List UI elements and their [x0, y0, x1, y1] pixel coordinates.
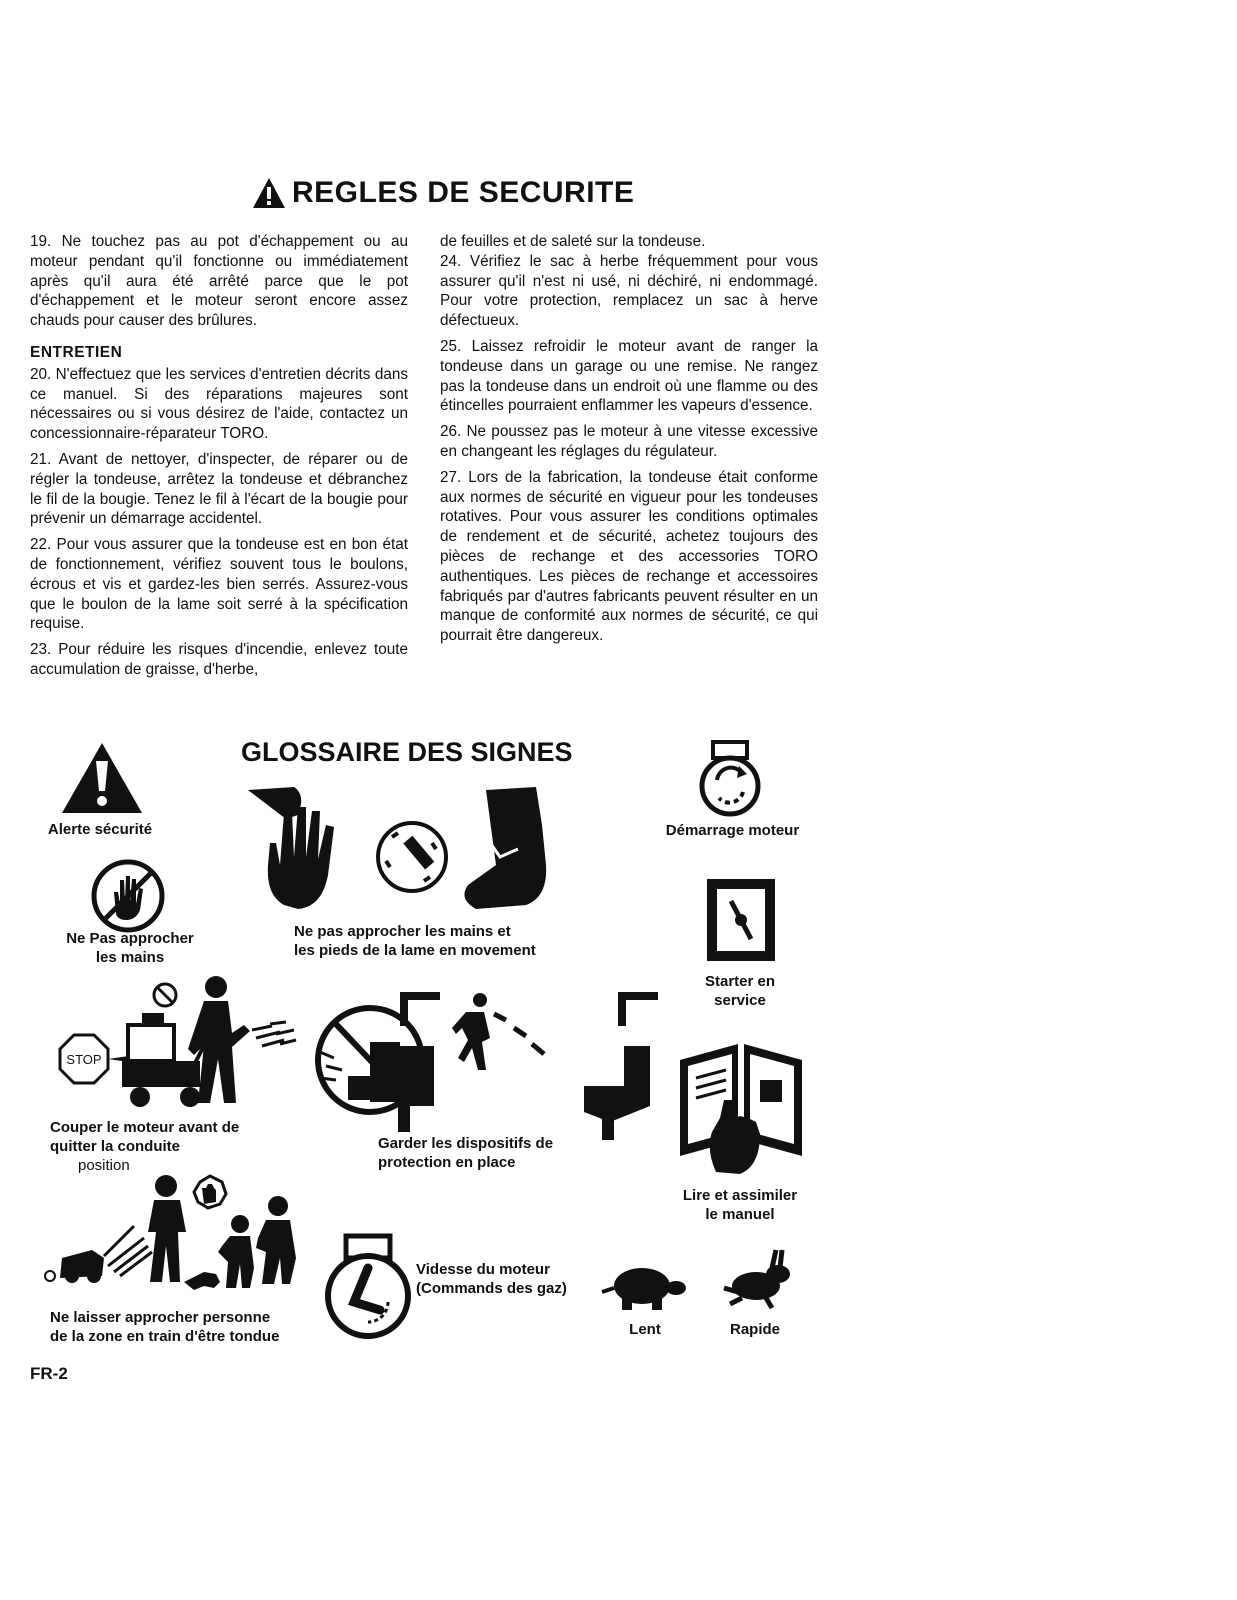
caption-couper-line2: quitter la conduite [50, 1138, 181, 1155]
no-hands-icon [90, 858, 166, 934]
rabbit-icon [720, 1248, 800, 1312]
page-number: FR-2 [30, 1364, 68, 1383]
rule-26: 26. Ne poussez pas le moteur à une vitesse excessive en changeant les réglages du régulateur. [440, 423, 818, 460]
caption-laisser-line2: de la zone en train d'être tondue [50, 1328, 280, 1345]
caption-couper [50, 1118, 280, 1175]
caption-starter-line2: service [714, 992, 766, 1009]
engine-start-icon [695, 740, 765, 818]
guards-in-place-icon [250, 982, 670, 1142]
page-title [252, 176, 634, 210]
section-heading-entretien: ENTRETIEN [30, 343, 123, 361]
stop-sign-label: STOP [66, 1052, 102, 1067]
caption-mains [45, 929, 215, 967]
keep-away-icon [44, 1172, 302, 1310]
caption-mains-line2: les mains [95, 949, 165, 966]
hands-feet-blade-icon [246, 785, 586, 920]
rule-24: 24. Vérifiez le sac à herbe fréquemment pour vous assurer qu'il n'est ni usé, ni déchiré, ni endommagé. Pour votre protection, remplacez un sac à herve défectueux. [440, 252, 818, 330]
caption-lame-line2: les pieds de la lame en movement [294, 942, 536, 959]
caption-starter [680, 972, 800, 1010]
caption-couper-line1: Couper le moteur avant de [50, 1119, 240, 1136]
caption-starter-line1: Starter en [704, 973, 776, 990]
caption-vitesse-line1: Videsse du moteur [416, 1261, 550, 1278]
caption-lent: Lent [629, 1321, 661, 1338]
caption-laisser [50, 1308, 330, 1346]
caption-vitesse-line2: (Commands des gaz) [416, 1280, 567, 1297]
rule-25: 25. Laissez refroidir le moteur avant de ranger la tondeuse dans un garage ou une remise. Ne rangez pas la tondeuse dans un endroit où une flamme ou des étincelles pourraient enflammer les vapeurs d'essence. [440, 337, 818, 415]
rule-20: 20. N'effectuez que les services d'entretien décrits dans ce manuel. Si des réparations majeures sont nécessaires ou si vous désirez de l'aide, contactez un concessionnaire-réparateur TORO. [30, 365, 408, 443]
caption-laisser-line1: Ne laisser approcher personne [50, 1309, 271, 1326]
rule-23-continued: de feuilles et de saleté sur la tondeuse. [440, 233, 706, 250]
rule-19: 19. Ne touchez pas au pot d'échappement ou au moteur pendant qu'il fonctionne ou immédiatement après qu'il aura été arrêté parce que le pot d'échappement et le moteur seront encore assez chauds pour causer des brûlures. [30, 233, 408, 330]
text-column-left [30, 232, 408, 686]
glossary-title: GLOSSAIRE DES SIGNES [241, 737, 573, 767]
caption-demarrage: Démarrage moteur [665, 822, 800, 839]
title-text: REGLES DE SECURITE [292, 176, 635, 209]
caption-lire-line2: le manuel [705, 1206, 775, 1223]
rule-22: 22. Pour vous assurer que la tondeuse est en bon état de fonctionnement, vérifiez souvent tous le boulons, écrous et vis et gardez-les bien serrés. Assurez-vous que le boulon de la lame soit serré à la spécification requise. [30, 536, 408, 633]
safety-alert-icon [60, 741, 144, 815]
caption-alerte: Alerte sécurité [47, 821, 153, 838]
text-column-right [440, 232, 818, 652]
read-manual-icon [676, 1040, 806, 1178]
caption-garder-line2: protection en place [378, 1154, 516, 1171]
caption-lire [665, 1186, 815, 1224]
caption-lame [294, 922, 594, 960]
caption-garder-line1: Garder les dispositifs de [378, 1135, 554, 1152]
throttle-icon [324, 1232, 412, 1340]
turtle-icon [600, 1264, 690, 1312]
caption-mains-line1: Ne Pas approcher [66, 930, 194, 947]
caption-lame-line1: Ne pas approcher les mains et [294, 923, 511, 940]
rule-23: 23. Pour réduire les risques d'incendie, enlevez toute accumulation de graisse, d'herbe, [30, 641, 408, 678]
choke-icon [705, 877, 777, 963]
caption-vitesse [416, 1260, 606, 1298]
caption-couper-line3: position [78, 1157, 130, 1174]
rule-21: 21. Avant de nettoyer, d'inspecter, de réparer ou de régler la tondeuse, arrêtez la tondeuse et débranchez le fil de la bougie. Tenez le fil à l'écart de la bougie pour prévenir un démarrage accidentel. [30, 450, 408, 528]
rule-27: 27. Lors de la fabrication, la tondeuse était conforme aux normes de sécurité en vigueur pour les tondeuses rotatives. Pour vous assurer les conditions optimales de rendement et de sécurité, achetez toujours des pièces de rechange et des accessories TORO authentiques. Les pièces de rechange et accessoires fabriqués par d'autres fabricants peuvent résulter en un manque de conformité aux normes de sécurité, ce qui pourrait être dangereux. [440, 468, 818, 645]
caption-garder [378, 1134, 608, 1172]
warning-icon [252, 177, 286, 209]
caption-rapide: Rapide [729, 1321, 780, 1338]
caption-lire-line1: Lire et assimiler [682, 1187, 798, 1204]
